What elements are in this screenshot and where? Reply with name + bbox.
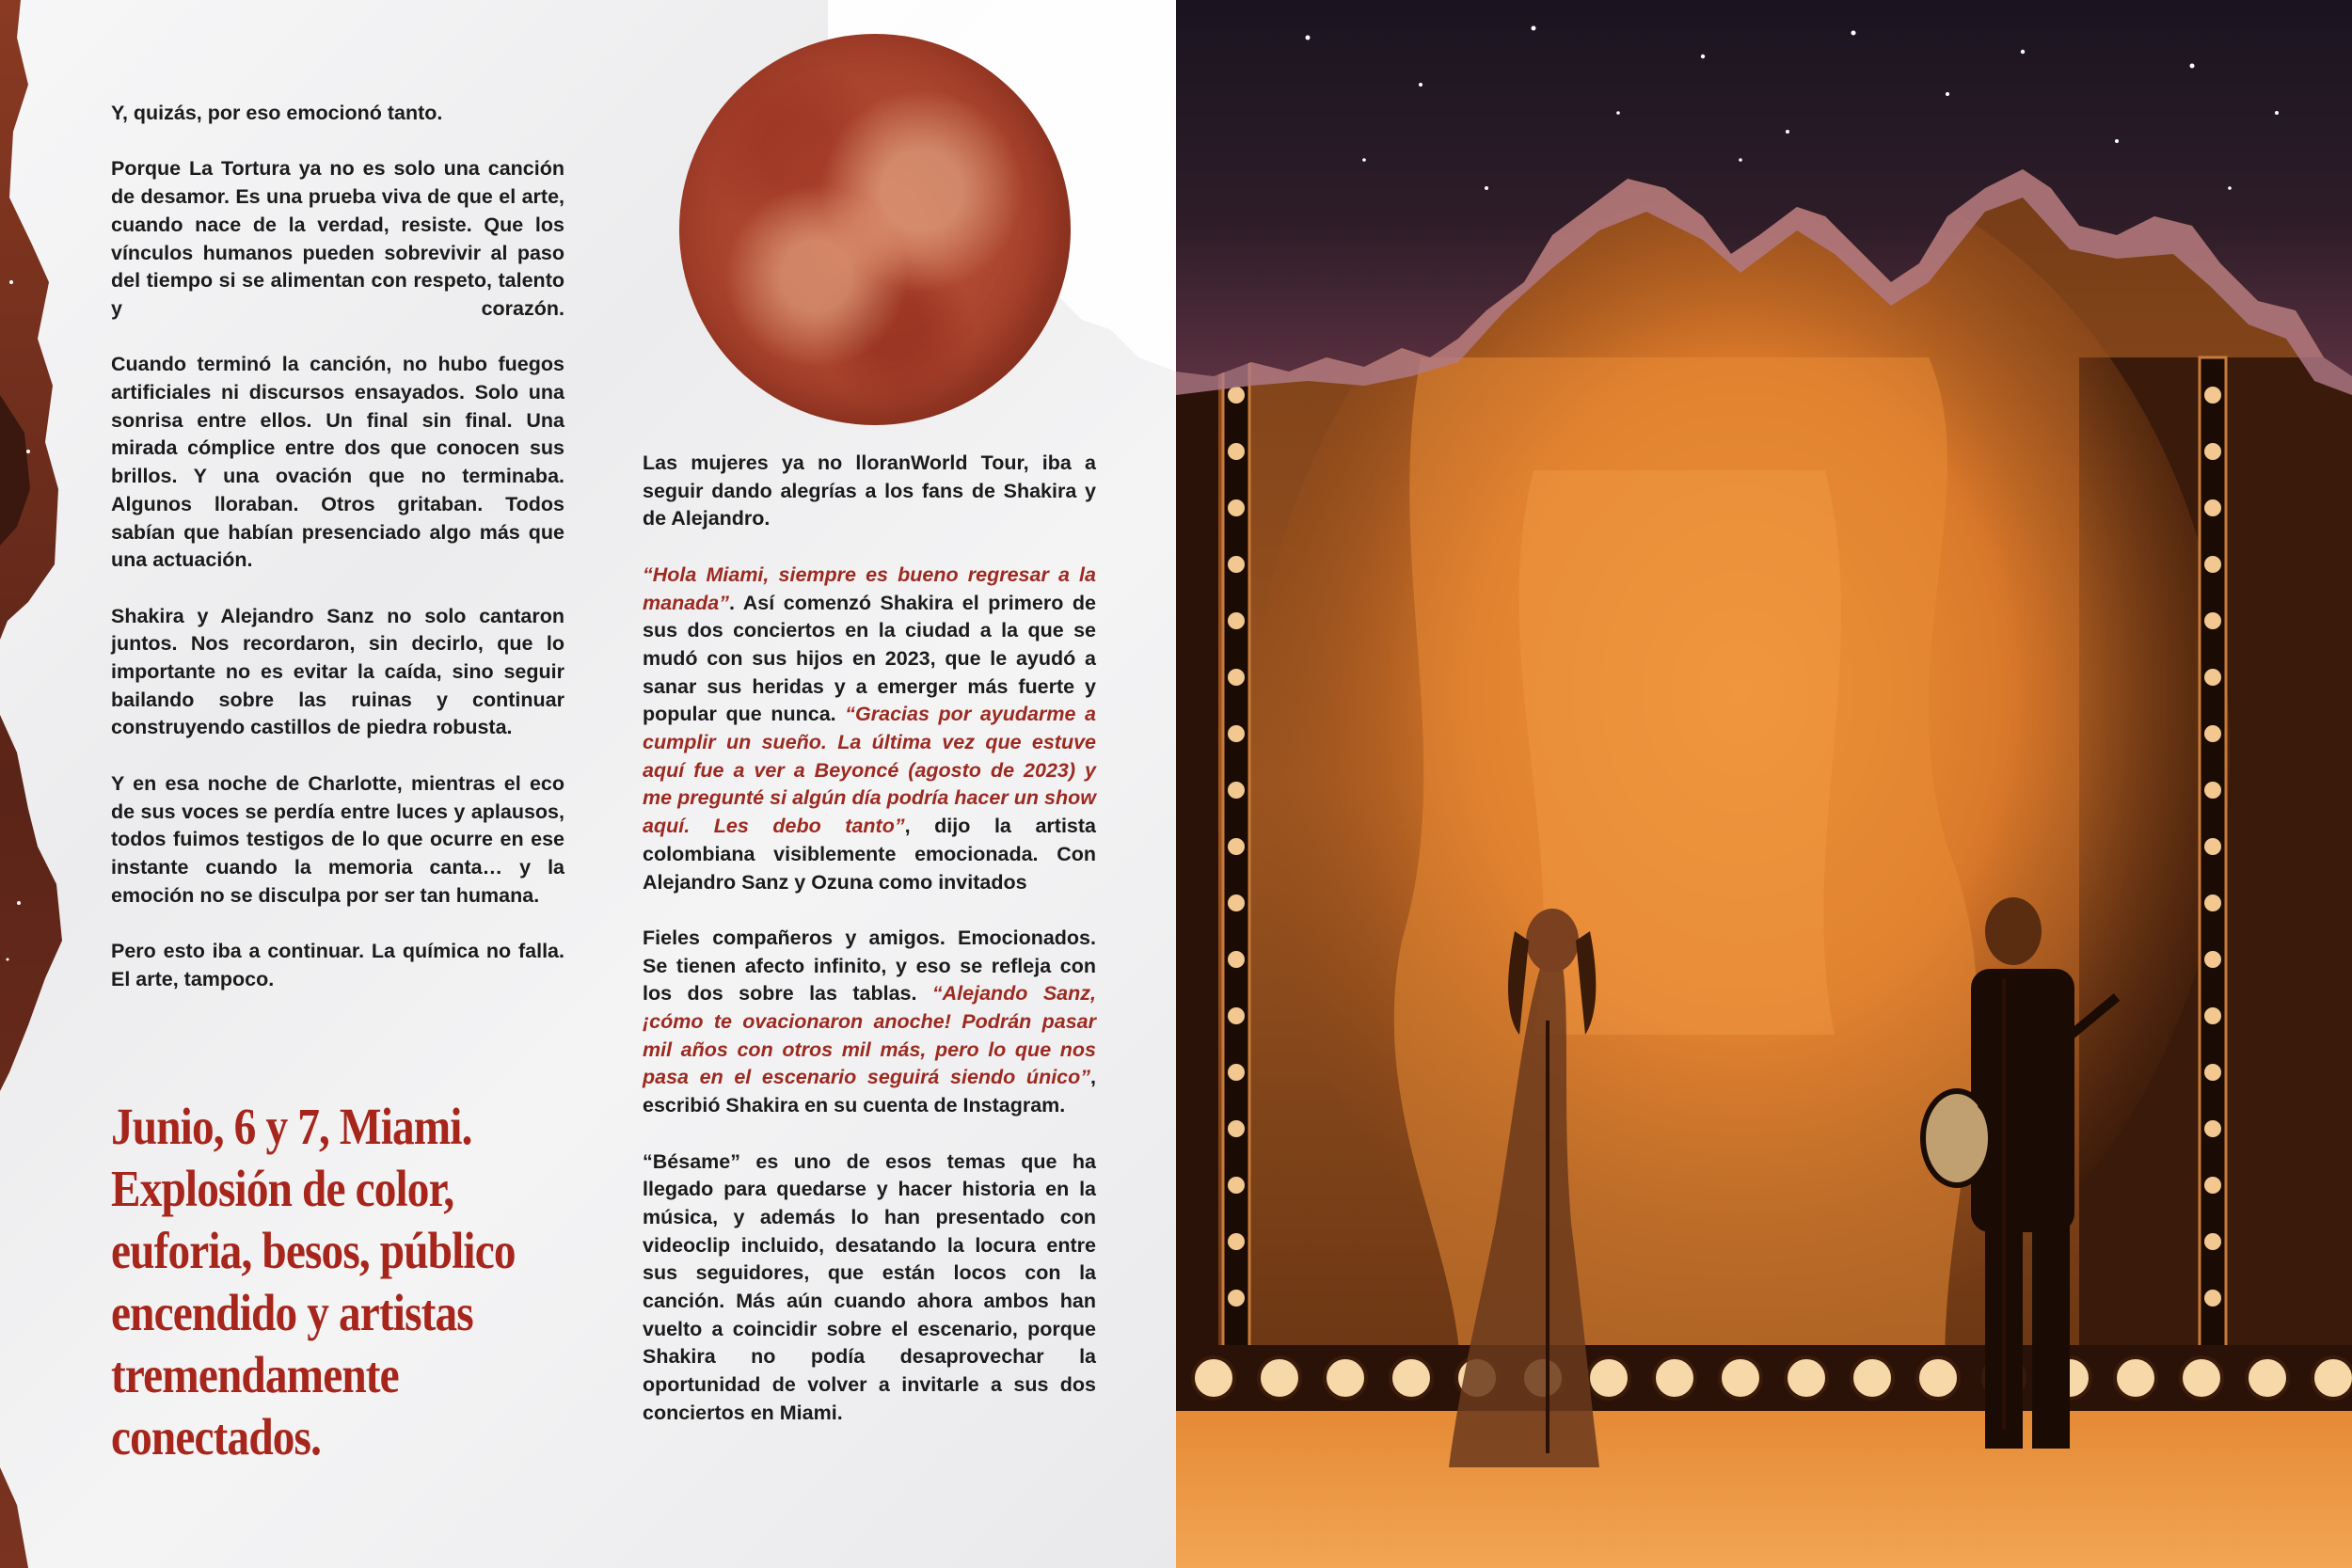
quote-alejandro-sanz: “Alejando Sanz, ¡cómo te ovacionaron anoche! Podrán pasar mil años con otros mil más, pero lo que nos pasa en el escenario seguirá siendo único” <box>643 982 1096 1089</box>
paragraph-2-text-b: , dijo la artista colombiana visiblemente emocionada. Con Alejandro Sanz y Ozuna como invitados <box>643 815 1096 894</box>
right-text-column <box>643 450 1096 1455</box>
left-paragraph-4: Shakira y Alejandro Sanz no solo cantaron juntos. Nos recordaron, sin decirlo, que lo importante no es evitar la caída, sino seguir bailando sobre las ruinas y continuar construyendo castillos de piedra robusta. <box>111 604 564 739</box>
right-paragraph-1: Las mujeres ya no lloranWorld Tour, iba a seguir dando alegrías a los fans de Shakira y de Alejandro. <box>643 451 1096 531</box>
left-paragraph-1: Y, quizás, por eso emocionó tanto. <box>111 102 443 124</box>
concert-photo <box>1176 0 2352 1568</box>
quote-hola-miami: “Hola Miami, siempre es bueno regresar a la manada” <box>643 562 1096 614</box>
planet-illustration <box>679 34 1071 425</box>
paragraph-3-text-a: Fieles compañeros y amigos. Emocionados. Se tienen afecto infinito, y eso se refleja con los dos sobre las tablas. <box>643 926 1096 1006</box>
left-paragraph-3: Cuando terminó la canción, no hubo fuegos artificiales ni discursos ensayados. Solo una sonrisa entre ellos. Un final sin final. Una mirada cómplice entre dos que conocen sus brillos. Y una ovación que no terminaba. Algunos lloraban. Otros gritaban. Todos sabían que habían presenciado algo más que una actuación. <box>111 353 564 572</box>
quote-gracias: “Gracias por ayudarme a cumplir un sueño. La última vez que estuve aquí fue a ver a Beyoncé (agosto de 2023) y me pregunté si algún día podría hacer un show aquí. Les debo tanto” <box>643 703 1096 838</box>
left-paragraph-6: Pero esto iba a continuar. La química no falla. El arte, tampoco. <box>111 940 564 990</box>
right-paragraph-2 <box>643 562 1096 896</box>
torn-paper-left-edge <box>0 0 85 1568</box>
section-headline: Junio, 6 y 7, Miami. Explosión de color, euforia, besos, público encendido y artistas tremendamente conectados. <box>111 1098 516 1465</box>
right-paragraph-4: “Bésame” es uno de esos temas que ha llegado para quedarse y hacer historia en la música, y además lo han presentado con videoclip incluido, desatando la locura entre sus seguidores, que están locos con la canción. Más aún cuando ahora ambos han vuelto a coincidir sobre el escenario, porque Shakira no podía desaprovechar la oportunidad de volver a invitarle a sus dos conciertos en Miami. <box>643 1149 1096 1424</box>
paragraph-3-text-b: , escribió Shakira en su cuenta de Instagram. <box>643 1066 1096 1117</box>
left-text-column <box>111 100 564 1022</box>
right-paragraph-3 <box>643 925 1096 1120</box>
paragraph-2-text-a: . Así comenzó Shakira el primero de sus dos conciertos en la ciudad a la que se mudó con sus hijos en 2023, que le ayudó a sanar sus heridas y a emerger más fuerte y popular que nunca. <box>643 591 1096 726</box>
left-paragraph-5: Y en esa noche de Charlotte, mientras el eco de sus voces se perdía entre luces y aplausos, todos fuimos testigos de lo que ocurre en ese instante cuando la memoria canta… y la emoción no se disculpa por ser tan humana. <box>111 771 564 907</box>
left-paragraph-2: Porque La Tortura ya no es solo una canción de desamor. Es una prueba viva de que el arte, cuando nace de la verdad, resiste. Que los vínculos humanos pueden sobrevivir al paso del tiempo si se alimentan con respeto, talento y corazón. <box>111 157 564 320</box>
concert-photo-illustration <box>1176 0 2352 1568</box>
